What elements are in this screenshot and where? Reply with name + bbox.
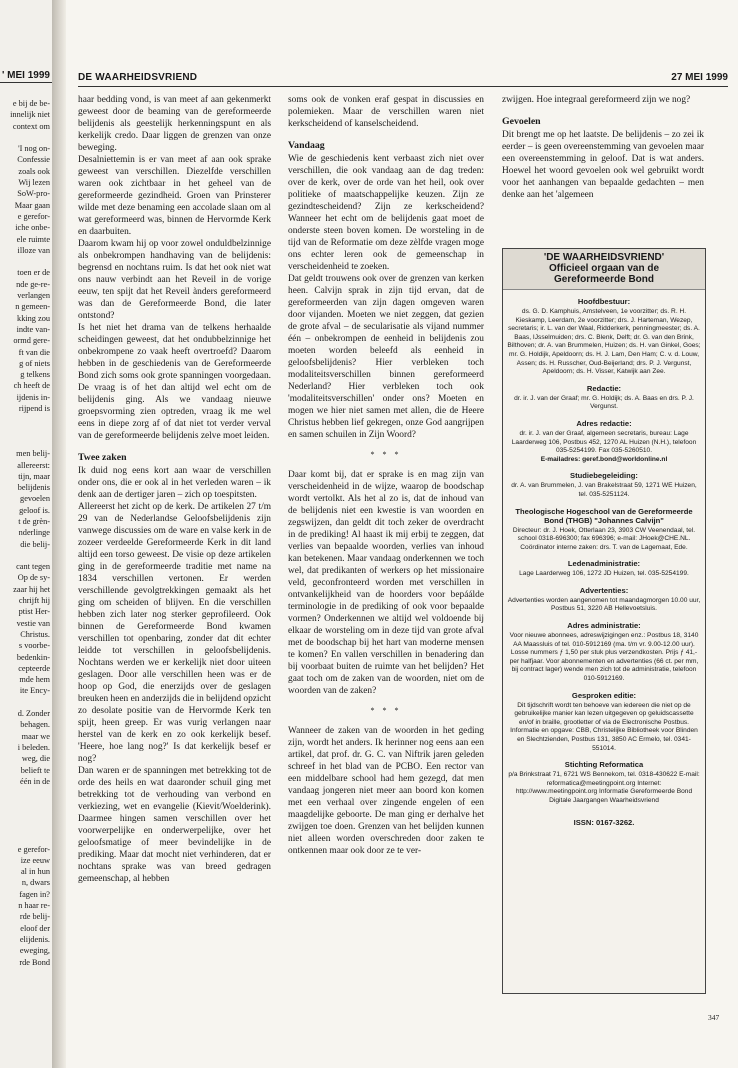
colophon-administratie: Adres administratie: Voor nieuwe abonnees, adreswijzigingen enz.: Postbus 18, 3140 AA Maassluis of tel. 010-5912169 (ma. t/m vr. 9.00-12.00 uur). Losse nummers ƒ 1,50 per stuk plus verzendkosten. Prijs ƒ 41,- per halfjaar. Voor abonnementen en advertenties (66 ct. per mm, bij contract lager) wende men zich tot de administratie, telefoon 010-5912169. — [509, 621, 699, 683]
paragraph: Daar komt bij, dat er sprake is en mag zijn van verscheidenheid in de wijze, waarop de boodschap wordt vertolkt. Als het al zo is, dat de inhoud van de belijdenis niet een kwestie is van woorden en zegswijzen, dan geldt dit toch zeker de overdracht in de prediking! Al haast ik mij erbij te zeggen, dat verlies van bepaalde woorden, verlies van inhoud kan betekenen. Maar vandaag onderkennen we toch wel, dat predikanten of werkers op het missionaire veld, geconfronteerd worden met verschillen in ontvankelijkheid van de hoorders voor bepáálde terminologie in de prediking of ook voor bepaalde vormen? Onderkennen we altijd wel voldoende bij elkaar de worsteling om in deze tijd van grote afval met de boodschap bij het hart van moderne mensen te komen? En vallen verschillen in benadering dan bij voorbaat buiten de ruimte van het belijden? Het gaat toch om de zaken van de woorden, niet om de woorden van de zaken? — [288, 470, 484, 696]
paragraph: soms ook de vonken eraf gespat in discussies en polemieken. Maar de verschillen waren niet kerkscheidend of kanselscheidend. — [288, 95, 484, 129]
issn-number: ISSN: 0167-3262. — [573, 817, 635, 827]
adjacent-page-line: verlangen — [17, 291, 50, 301]
adjacent-page-line: SoW-pro- — [17, 189, 50, 199]
adjacent-page-line: behagen. — [20, 720, 50, 730]
paragraph: Dit brengt me op het laatste. De belijdenis – zo zei ik eerder – is geen overeenstemming van gevoelen maar een overeenstemming in geloof. Dat is wat anders. Hoewel het woord gevoelen ook wel gebruikt wordt voor het aanhangen van bepaalde gedachten – men denke aan het 'algemeen — [502, 130, 704, 200]
adjacent-page-line — [0, 798, 50, 809]
adjacent-page-line: belijdenis — [17, 483, 50, 493]
adjacent-page-line: allereerst: — [17, 460, 50, 470]
adjacent-page-line: ormd gere- — [13, 336, 50, 346]
adjacent-page-line: geloof is. — [19, 505, 50, 515]
adjacent-page-line: mde hem — [19, 675, 50, 685]
adjacent-page-rule — [0, 82, 52, 83]
adjacent-page-line: ize eeuw — [20, 855, 50, 865]
adjacent-page-line: rijpend is — [18, 404, 50, 414]
adjacent-page-line: g of niets — [19, 358, 50, 368]
adjacent-page-line: e bij de be- — [12, 99, 50, 108]
adjacent-page-line: vestie van — [16, 618, 50, 628]
adjacent-page-line: ele ruimte — [16, 234, 50, 244]
adjacent-page-line: rde belij- — [19, 912, 50, 922]
adjacent-page-line: weg, die — [21, 754, 50, 764]
adjacent-page-line: tijn, maar — [18, 471, 50, 481]
adjacent-page-line — [0, 256, 50, 267]
colophon-studiebegeleiding: Studiebegeleiding: dr. A. van Brummelen, J. van Brakelstraat 59, 1271 WE Huizen, tel. 035-5251124. — [511, 471, 697, 498]
adjacent-page-line: toen er de — [17, 268, 50, 278]
adjacent-page-line: cant tegen — [16, 562, 50, 572]
paragraph: Dat geldt trouwens ook over de grenzen van kerken heen. Calvijn sprak in zijn tijd ervan, dat de gereformeerden van zijn dagen omgeven waren door vijanden. Moeten we niet zeggen, dat gezien de grote afval – de secularisatie als vijand nummer één – onbekrompen de eenheid in belijdenis zou moeten worden beleefd als eenheid in geloofsbelijdenis? Hier verbleken toch modaliteitsverschillen binnen gereformeerd Nederland? Hier verbleken toch ook 'modaliteitsverschillen' onder ons? Moeten en mogen we hier niet samen met allen, die de Heere Christus hebben lief gekregen, onze God aangrijpen en samen schuilen in Zijn Woord? — [288, 274, 484, 440]
adjacent-page-line: maar we — [21, 731, 50, 741]
adjacent-page-line: t de grèn- — [18, 516, 50, 526]
adjacent-page-line — [0, 821, 50, 832]
adjacent-page-line: men belij- — [16, 449, 50, 459]
adjacent-page-line: belieft te — [20, 765, 50, 775]
colophon-ledenadministratie: Ledenadministratie: Lage Laarderweg 106, 1272 JD Huizen, tel. 035-5254199. — [519, 559, 689, 578]
adjacent-page-line: Wij lezen — [18, 178, 50, 188]
adjacent-page-line: ch heeft de — [13, 381, 50, 391]
adjacent-page-line — [0, 550, 50, 561]
adjacent-page-line: context om — [12, 121, 50, 131]
article-column-1 — [78, 94, 271, 885]
adjacent-page-line — [0, 832, 50, 843]
adjacent-page-text — [0, 98, 50, 968]
paragraph: Wanneer de zaken van de woorden in het geding zijn, wordt het anders. Ik herinner nog eens aan een artikel, dat prof. dr. G. C. van Niftrik jaren geleden schreef in het blad van de PCBO. Een rector van een middelbare school had hem gezegd, dat men vandaag jongeren niet meer aan boord kon komen met een verhaal over zingende engelen of een maagdelijke geboorte. De man ging er derhalve het zwijgen toe doen. Grenzen van het belijden kunnen niet alleen worden overschreden door zaken te ontkennen maar ook door ze te ver- — [288, 726, 484, 856]
adjacent-page-line: chrijft hij — [18, 596, 50, 606]
adjacent-page-line: n haar re- — [18, 901, 50, 911]
book-gutter — [52, 0, 66, 1068]
adjacent-page-line: rde Bond — [19, 957, 50, 967]
adjacent-page-line: Maar gaan — [14, 200, 50, 210]
adjacent-page-line: bedenkin- — [16, 652, 50, 662]
adjacent-page-line: i beleden. — [17, 742, 50, 752]
adjacent-page-line: Op de sy- — [17, 573, 50, 583]
adjacent-page-line: elijdenis. — [19, 934, 50, 944]
adjacent-page-line — [0, 697, 50, 708]
adjacent-page-line: indte van- — [16, 324, 50, 334]
adjacent-page-line: al in hun — [20, 867, 50, 877]
adjacent-page-line — [0, 787, 50, 798]
colophon-reformatica: Stichting Reformatica p/a Brinkstraat 71, 6721 WS Bennekom, tel. 0318-430622 E-mail: reformatica@meetingpoint.org Internet: http://www.meetingpoint.org Informatie Gereformeerde Bond Digitale Jaargangen Waarheidsvriend — [508, 760, 700, 804]
section-separator: * * * — [370, 450, 402, 459]
adjacent-page-line — [0, 426, 50, 437]
adjacent-page-line: n, dwars — [21, 878, 50, 888]
adjacent-page-line: e gerefor- — [17, 844, 50, 854]
adjacent-page-line: s voorbe- — [18, 641, 50, 651]
magazine-page — [66, 0, 738, 1068]
adjacent-page-line: eweging, — [19, 946, 50, 956]
adjacent-page-line: 'I nog on- — [18, 144, 50, 154]
adjacent-page-line: fagen in? — [19, 889, 50, 899]
adjacent-page-line: e gerefor- — [17, 211, 50, 221]
adjacent-page-line: eloof der — [20, 923, 50, 933]
adjacent-page-date: ' MEI 1999 — [2, 70, 50, 81]
adjacent-page-line: die belij- — [20, 539, 50, 549]
section-heading: Twee zaken — [78, 452, 127, 463]
paragraph: Ik duid nog eens kort aan waar de verschillen onder ons, die er ook al in het verleden waren – ik denk aan de dertiger jaren – zich op toespitsten. — [78, 466, 271, 500]
adjacent-page-line: ft van die — [18, 347, 50, 357]
paragraph: Is het niet het drama van de telkens herhaalde scheidingen geweest, dat het ondubbelzinnige het onbekrompene zo vaak heeft overtroefd? Daarom hebben in de geschiedenis van de Gereformeerde Bond zich soms ook grote spanningen voorgedaan. De vraag is of het dan altijd wel echt om de belijdenis ging. Als we vandaag nieuwe groepsvorming zien optreden, vraag ik me wel eens in diepe zorg af of dat niet tot verder verval van de gereformeerde belijdenis zelve moet leiden. — [78, 323, 271, 441]
adjacent-page-line — [0, 437, 50, 448]
issue-date: 27 MEI 1999 — [671, 72, 728, 83]
adjacent-page-line — [0, 810, 50, 821]
adjacent-page-line — [0, 132, 50, 143]
adjacent-page-line: kking zou — [17, 313, 50, 323]
section-heading: Vandaag — [288, 140, 325, 151]
running-header — [78, 72, 728, 87]
adjacent-page-line: Confessie — [17, 155, 50, 165]
section-separator: * * * — [370, 706, 402, 715]
adjacent-page-line: nde ge-re- — [16, 279, 50, 289]
paragraph: Desalniettemin is er van meet af aan ook sprake geweest van verschillen. Diezelfde verschillen waren ook zichtbaar in het geheel van de gereformeerde gezindheid. Groen van Prinsterer wilde met deze benaming een accolade slaan om al wat gereformeerd was, binnen de Hervormde Kerk en daarbuiten. — [78, 155, 271, 237]
paragraph: Allereerst het zicht op de kerk. De artikelen 27 t/m 29 van de Nederlandse Geloofsbelijdenis zijn vanwege discussies om de ware en valse kerk in de zozeer verdeelde Gereformeerde Kerk in dit land altijd een torso geweest. De visie op deze artikelen ging in de gereformeerde traditie met name na 1834 verschillen vertonen. Er werden verschillende gevolgtrekkingen gemaakt als het ging om scheiden of blijven. En die verschillen hebben zich later nog sterker geprofileerd. Ook binnen de Gereformeerde Bond kwamen verschillen tot openbaring, zonder dat dit echter leidde tot verschillen in geloofsbelijdenis. Nochtans werden we er kerkelijk niet door uiteen geslagen. Door alle verschillen heen was er de hoop op God, die enerzijds over de geslagen breuken heen en anderzijds die in belijdend opzicht zo desolate positie van de Hervormde Kerk ten spijt, heen greep. Er was vurig verlangen naar herstel van de kerk en zo ook kerkelijk besef. 'Heere, hoe lang nog?' Is dat kerkelijk besef er nog? — [78, 502, 271, 764]
adjacent-page-line: innelijk niet — [10, 110, 50, 120]
page-number: 347 — [708, 1013, 720, 1022]
adjacent-page-line: één in de — [20, 776, 50, 786]
colophon-thgb: Theologische Hogeschool van de Gereformeerde Bond (THGB) "Johannes Calvijn" Directeur: dr. J. Hoek, Otterlaan 23, 3903 CW Veenendaal, tel. school 0318-696300; fax 696396; e-mail: JHoek@CHE.NL. Coördinator interne zaken: drs. T. van de Lagemaat, Ede. — [512, 506, 696, 551]
colophon-box — [502, 248, 706, 994]
adjacent-page-line: g telkens — [20, 370, 50, 380]
adjacent-page-line: nderlinge — [18, 528, 50, 538]
adjacent-page-line: n gemeen- — [15, 302, 50, 312]
article-column-2 — [288, 94, 484, 857]
adjacent-page-line: iche onbe- — [15, 223, 50, 233]
adjacent-page-line: zaar hij het — [13, 584, 50, 594]
adjacent-page-line: illoze van — [17, 245, 50, 255]
paragraph: Wie de geschiedenis kent verbaast zich niet over verschillen, die ook vandaag aan de dag treden: over de kerk, over de orde van het heil, ook over politieke of maatschappelijke keuzen. Zijn ze gezindtescheidend? Zijn ze kerkscheidend? Wanneer het echt om de belijdenis gaat moet de onderste steen boven komen. De worsteling in de tijd van de Reformatie om deze zèlfde vragen moge ons echter leren ook de gemeenschap in verscheidenheid te zoeken. — [288, 154, 484, 272]
paragraph: zwijgen. Hoe integraal gereformeerd zijn we nog? — [502, 95, 691, 105]
adjacent-page-line: d. Zonder — [17, 709, 50, 719]
adjacent-page-line: zoals ook — [18, 166, 50, 176]
colophon-hoofdbestuur: Hoofdbestuur: ds. G. D. Kamphuis, Amstelveen, 1e voorzitter; ds. R. H. Kieskamp, Leerdam, 2e voorzitter; drs. J. Harteman, Wezep, secretaris; ir. L. van der Waal, Ridderkerk, penningmeester; ds. A. Baas, IJsselmuiden; drs. C. Blenk, Delft; dr. G. van den Brink, Bilthoven; dr. A. van Brummelen, Huizen; ds. H. van Ginkel, Goes; mr. G. Holdijk, Apeldoorn; ds. H. J. Lam, Den Ham; C. v. d. Louw, Assen; ds. H. Russcher, Oud-Beijerland; drs. P. J. Vergunst, Apeldoorn; ds. H. Visser, Katwijk aan Zee. — [507, 297, 701, 376]
colophon-title: 'DE WAARHEIDSVRIEND' Officieel orgaan van de Gereformeerde Bond — [503, 249, 705, 290]
colophon-redactie: Redactie: dr. ir. J. van der Graaf; mr. G. Holdijk; ds. A. Baas en drs. P. J. Vergunst. — [514, 383, 694, 411]
paragraph: Dan waren er de spanningen met betrekking tot de orde des heils en wat daaronder schuil ging met betrekking tot de verhouding van verbond en verkiezing, wet en evangelie (Kievit/Woelderink). Daarmee hingen samen verschillen over het voorwerpelijke en onderwerpelijke, over het geloofsmatige of meer bevindelijke in de prediking. Maar dat mocht niet verhinderen, dat er nochtans sprake was van breed gedragen gemeenschap, al hebben — [78, 766, 271, 884]
adjacent-page-line: ijdenis in- — [16, 392, 50, 402]
adjacent-page-line: ite Ency- — [19, 686, 50, 696]
colophon-adres-redactie: Adres redactie: dr. ir. J. van der Graaf, algemeen secretaris, bureau: Lage Laarderweg 106, Postbus 452, 1270 AL Huizen (N.H.), telefoon 035-5254199. Fax 035-5260510. E-mailadres: geref.bond@worldonline.nl — [503, 419, 705, 464]
adjacent-page-line: ptist Her- — [18, 607, 50, 617]
email-address: E-mailadres: geref.bond@worldonline.nl — [540, 455, 668, 463]
paragraph: haar bedding vond, is van meet af aan gekenmerkt geweest door de beaming van de gereformeerde belijdenis als geestelijk herkenningspunt en als kerkelijk credo. Daar liggen de grenzen van onze beweging. — [78, 95, 271, 153]
article-column-3 — [502, 94, 704, 201]
adjacent-page-line: cepteerde — [18, 663, 50, 673]
colophon-gesproken-editie: Gesproken editie: Dit tijdschrift wordt ten behoeve van iedereen die niet op de gebruikelijke manier kan lezen uitgegeven op geluidscassette en/of in braille, grootletter of via de Electronische Postbus. Informatie en opgave: CBB, Christelijke Bibliotheek voor Blinden en Slechtzienden, Postbus 131, 3850 AC Ermelo, tel. 0341-551014. — [510, 690, 698, 752]
publication-title: DE WAARHEIDSVRIEND — [78, 72, 198, 83]
adjacent-page-line — [0, 414, 50, 425]
colophon-advertenties: Advertenties: Advertenties worden aangenomen tot maandagmorgen 10.00 uur, Postbus 51, 3220 AB Hellevoetsluis. — [507, 585, 701, 613]
adjacent-page-line: Christus. — [20, 629, 50, 639]
section-heading: Gevoelen — [502, 116, 541, 127]
paragraph: Daarom kwam hij op voor zowel onduldbelzinnige als onbekrompen handhaving van de belijdenis: begrensd en nochtans ruim. Is dat het ook niet wat ons nauw verbindt aan het Reveil in de vorige eeuw, ten spijt dat het Reveil ànders gereformeerd was dan de Gereformeerde Bond, die later ontstond? — [78, 239, 271, 321]
adjacent-page-line: gevoelen — [20, 494, 50, 504]
adjacent-page-edge — [0, 0, 52, 1068]
